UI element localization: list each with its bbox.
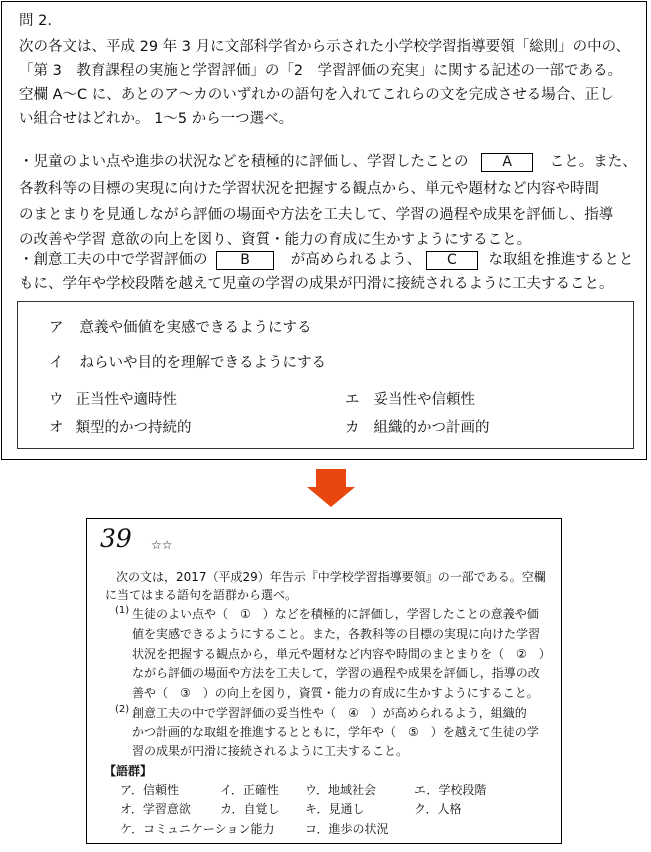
item2-number: (2): [115, 704, 130, 715]
blank-a: A: [481, 153, 533, 172]
item1-line-2: 値を実感できるようにすること。また，各教科等の目標の実現に向けた学習: [132, 627, 541, 641]
intro-line-4: い組合せはどれか。 1～5 から一つ選べ。: [19, 111, 294, 127]
choice-ka-key: カ: [345, 420, 360, 436]
item1-line-3: 状況を把握する観点から，単元や題材など内容や時間のまとまりを（ ② ）: [132, 647, 551, 661]
gogun-item: カ．自覚し: [220, 802, 280, 816]
choice-e: [345, 388, 475, 409]
bullet2-line-2: もに、学年や学校段階を越えて児童の学習の成果が円滑に接続されるように工夫すること。: [19, 276, 614, 292]
bullet1-text-before: ・児童のよい点や進歩の状況などを積極的に評価し、学習したことの: [19, 154, 469, 170]
item1-number: (1): [115, 605, 130, 616]
question-title: 問 2.: [19, 13, 52, 29]
question-number: 39: [100, 524, 132, 553]
item1-line-4: ながら評価の場面や方法を工夫して，学習の過程や成果を評価し，指導の改: [132, 666, 540, 680]
gogun-item: ク．人格: [414, 802, 462, 816]
q39-intro-1: 次の文は，2017（平成29）年告示『中学校学習指導要領』の一部である。空欄: [116, 570, 546, 584]
gogun-item: オ．学習意欲: [120, 802, 191, 816]
choice-o: [49, 416, 192, 437]
intro-line-2: 「第 3 教育課程の実施と学習評価」の「2 学習評価の充実」に関する記述の一部である。: [19, 63, 623, 79]
bullet1-line-4: の改善や学習 意欲の向上を図り、資質・能力の育成に生かすようにすること。: [19, 232, 532, 248]
choice-ka: [345, 416, 490, 437]
item1-line-1: 生徒のよい点や（ ① ）などを積極的に評価し，学習したことの意義や価: [132, 607, 539, 621]
bullet1-line-3: のまとまりを見通しながら評価の場面や方法を工夫して、学習の過程や成果を評価し、指導: [19, 207, 614, 223]
gogun-item: エ．学校段階: [414, 783, 487, 797]
choice-i-text: ねらいや目的を理解できるようにする: [79, 355, 326, 371]
intro-line-3: 空欄 A～C に、あとのア～カのいずれかの語句を入れてこれらの文を完成させる場合、正し: [19, 87, 614, 103]
bullet2-line-1: [19, 248, 633, 270]
choice-i: [49, 351, 326, 372]
bullet1-line-1: [19, 150, 637, 172]
blank-c: C: [426, 251, 478, 270]
down-arrow-stem: [316, 469, 346, 487]
choice-u-key: ウ: [49, 392, 64, 408]
gogun-item: ウ．地域社会: [305, 783, 377, 797]
choice-u: [49, 388, 177, 409]
choice-e-key: エ: [345, 392, 360, 408]
choice-o-text: 類型的かつ持続的: [75, 420, 192, 436]
choice-o-key: オ: [49, 420, 64, 436]
item1-line-5: 善や（ ③ ）の向上を図り，資質・能力の育成に生かすようにすること。: [132, 686, 539, 700]
choice-i-key: イ: [49, 355, 64, 371]
gogun-item: キ．見通し: [305, 802, 365, 816]
bullet2-text-b: が高められるよう、: [290, 252, 422, 268]
difficulty-stars: ☆☆: [151, 538, 173, 552]
bullet1-line-2: 各教科等の目標の実現に向けた学習状況を把握する観点から、単元や題材など内容や時間: [19, 181, 599, 197]
bullet1-text-after: こと。また、: [549, 154, 637, 170]
q39-intro-2: に当てはまる語句を語群から選べ。: [105, 588, 298, 602]
gogun-item: ア．信頼性: [120, 783, 180, 797]
item2-line-3: 習の成果が円滑に接続されるように工夫すること。: [132, 744, 409, 758]
gogun-item: コ．進歩の状況: [305, 822, 389, 836]
bullet2-text-c: な取組を推進するとと: [488, 252, 634, 268]
item2-line-2: かつ計画的な取組を推進するとともに，学年や（ ⑤ ）を越えて生徒の学: [132, 725, 539, 739]
down-arrow-icon: [307, 487, 355, 507]
blank-b: B: [216, 251, 274, 270]
gogun-title: 【語群】: [104, 764, 153, 778]
choice-a-key: ア: [49, 320, 64, 336]
choice-a: [49, 316, 312, 337]
gogun-item: ケ．コミュニケーション能力: [120, 822, 275, 836]
item2-line-1: 創意工夫の中で学習評価の妥当性や（ ④ ）が高められるよう，組織的: [132, 706, 527, 720]
choice-a-text: 意義や価値を実感できるようにする: [79, 320, 312, 336]
choice-ka-text: 組織的かつ計画的: [373, 420, 490, 436]
bullet2-text-a: ・創意工夫の中で学習評価の: [19, 252, 208, 268]
choice-e-text: 妥当性や信頼性: [373, 392, 475, 408]
gogun-item: イ．正確性: [220, 783, 279, 797]
choice-u-text: 正当性や適時性: [75, 392, 177, 408]
intro-line-1: 次の各文は、平成 29 年 3 月に文部科学省から示された小学校学習指導要領「総則」の中の、: [19, 39, 631, 55]
